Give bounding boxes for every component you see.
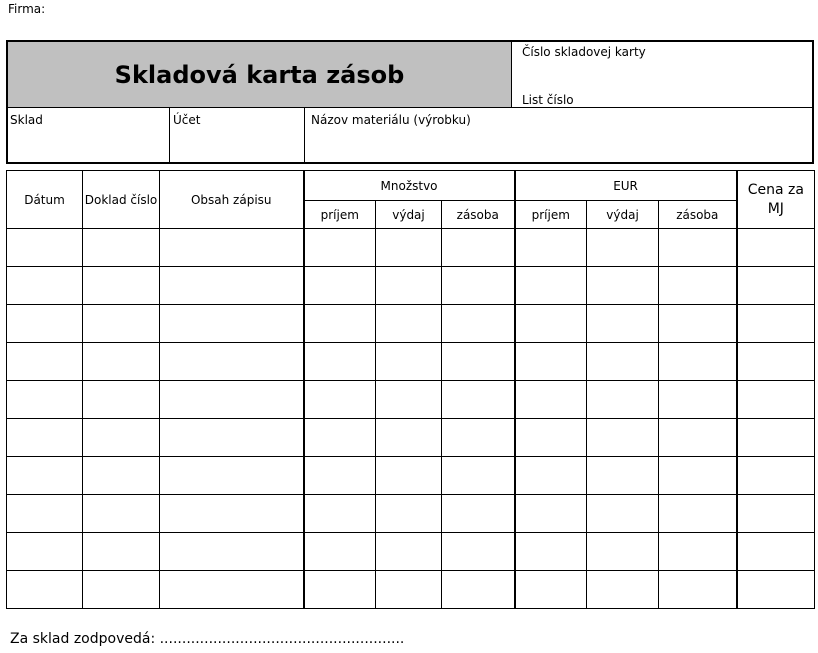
warehouse-label: Sklad xyxy=(10,113,43,127)
table-cell[interactable] xyxy=(83,267,160,305)
col-header-date: Dátum xyxy=(7,171,83,229)
table-cell[interactable] xyxy=(83,305,160,343)
sub-header-qty-issue: výdaj xyxy=(376,201,442,229)
table-cell[interactable] xyxy=(83,419,160,457)
table-row xyxy=(7,419,815,457)
table-cell[interactable] xyxy=(160,419,304,457)
table-row xyxy=(7,571,815,609)
table-cell[interactable] xyxy=(160,267,304,305)
group-header-eur: EUR xyxy=(515,171,737,201)
col-header-document: Doklad číslo xyxy=(83,171,160,229)
table-cell[interactable] xyxy=(7,533,83,571)
table-cell[interactable] xyxy=(160,495,304,533)
table-cell[interactable] xyxy=(515,305,587,343)
table-cell[interactable] xyxy=(515,419,587,457)
table-cell[interactable] xyxy=(7,305,83,343)
table-cell[interactable] xyxy=(587,267,659,305)
table-cell[interactable] xyxy=(160,305,304,343)
table-cell[interactable] xyxy=(304,457,376,495)
table-cell[interactable] xyxy=(587,495,659,533)
table-row xyxy=(7,343,815,381)
table-cell[interactable] xyxy=(515,267,587,305)
table-cell[interactable] xyxy=(659,305,737,343)
col-header-content: Obsah zápisu xyxy=(160,171,304,229)
sub-header-eur-receipt: príjem xyxy=(515,201,587,229)
table-cell[interactable] xyxy=(515,229,587,267)
table-cell[interactable] xyxy=(304,571,376,609)
table-cell[interactable] xyxy=(587,229,659,267)
table-cell[interactable] xyxy=(442,229,515,267)
table-cell[interactable] xyxy=(160,571,304,609)
table-body xyxy=(7,229,815,609)
table-cell[interactable] xyxy=(587,457,659,495)
table-row xyxy=(7,305,815,343)
table-cell[interactable] xyxy=(737,571,815,609)
table-cell[interactable] xyxy=(659,495,737,533)
col-header-unit-price: Cena za MJ xyxy=(737,171,815,229)
table-cell[interactable] xyxy=(7,267,83,305)
table-cell[interactable] xyxy=(737,495,815,533)
card-number-label: Číslo skladovej karty xyxy=(522,45,646,59)
table-cell[interactable] xyxy=(737,419,815,457)
sub-header-qty-stock: zásoba xyxy=(442,201,515,229)
table-cell[interactable] xyxy=(515,533,587,571)
warehouse-cell[interactable] xyxy=(8,108,170,164)
table-cell[interactable] xyxy=(83,495,160,533)
card-title: Skladová karta zásob xyxy=(8,42,512,108)
table-row xyxy=(7,495,815,533)
table-cell[interactable] xyxy=(83,533,160,571)
table-cell[interactable] xyxy=(587,419,659,457)
table-cell[interactable] xyxy=(376,495,442,533)
table-row xyxy=(7,533,815,571)
table-cell[interactable] xyxy=(376,229,442,267)
table-cell[interactable] xyxy=(83,343,160,381)
table-cell[interactable] xyxy=(160,533,304,571)
table-cell[interactable] xyxy=(376,343,442,381)
table-cell[interactable] xyxy=(376,571,442,609)
table-cell[interactable] xyxy=(737,457,815,495)
inventory-table xyxy=(6,170,815,609)
table-cell[interactable] xyxy=(160,457,304,495)
table-cell[interactable] xyxy=(442,495,515,533)
sub-header-qty-receipt: príjem xyxy=(304,201,376,229)
table-cell[interactable] xyxy=(160,229,304,267)
table-cell[interactable] xyxy=(304,229,376,267)
table-cell[interactable] xyxy=(659,229,737,267)
table-cell[interactable] xyxy=(304,343,376,381)
table-cell[interactable] xyxy=(515,381,587,419)
table-cell[interactable] xyxy=(442,343,515,381)
table-cell[interactable] xyxy=(442,305,515,343)
table-cell[interactable] xyxy=(737,343,815,381)
table-cell[interactable] xyxy=(160,381,304,419)
table-cell[interactable] xyxy=(587,571,659,609)
table-cell[interactable] xyxy=(304,533,376,571)
table-cell[interactable] xyxy=(659,533,737,571)
table-cell[interactable] xyxy=(376,381,442,419)
material-name-label: Názov materiálu (výrobku) xyxy=(311,113,471,127)
table-cell[interactable] xyxy=(587,305,659,343)
table-cell[interactable] xyxy=(304,381,376,419)
sub-header-eur-stock: zásoba xyxy=(659,201,737,229)
table-row xyxy=(7,381,815,419)
account-label: Účet xyxy=(173,113,201,127)
table-cell[interactable] xyxy=(442,381,515,419)
table-cell[interactable] xyxy=(304,495,376,533)
table-cell[interactable] xyxy=(83,457,160,495)
table-cell[interactable] xyxy=(376,267,442,305)
table-cell[interactable] xyxy=(304,419,376,457)
table-cell[interactable] xyxy=(7,495,83,533)
table-cell[interactable] xyxy=(659,343,737,381)
sheet-number-label: List číslo xyxy=(522,93,574,107)
table-cell[interactable] xyxy=(587,533,659,571)
table-cell[interactable] xyxy=(83,229,160,267)
table-row xyxy=(7,457,815,495)
table-cell[interactable] xyxy=(587,343,659,381)
table-cell[interactable] xyxy=(515,571,587,609)
account-cell[interactable] xyxy=(170,108,305,164)
table-cell[interactable] xyxy=(737,305,815,343)
table-cell[interactable] xyxy=(7,419,83,457)
table-cell[interactable] xyxy=(83,381,160,419)
table-row xyxy=(7,267,815,305)
table-cell[interactable] xyxy=(442,571,515,609)
table-cell[interactable] xyxy=(376,533,442,571)
table-cell[interactable] xyxy=(737,267,815,305)
card-header xyxy=(6,40,814,164)
table-cell[interactable] xyxy=(659,267,737,305)
table-cell[interactable] xyxy=(442,457,515,495)
table-cell[interactable] xyxy=(7,229,83,267)
table-cell[interactable] xyxy=(515,495,587,533)
responsible-line: Za sklad zodpovedá: ....................................................... xyxy=(10,631,405,647)
table-cell[interactable] xyxy=(659,381,737,419)
table-cell[interactable] xyxy=(7,343,83,381)
table-row xyxy=(7,229,815,267)
table-cell[interactable] xyxy=(442,533,515,571)
table-cell[interactable] xyxy=(376,457,442,495)
table-cell[interactable] xyxy=(304,267,376,305)
table-cell[interactable] xyxy=(160,343,304,381)
table-cell[interactable] xyxy=(376,419,442,457)
table-cell[interactable] xyxy=(659,457,737,495)
table-cell[interactable] xyxy=(376,305,442,343)
table-cell[interactable] xyxy=(515,343,587,381)
card-number-cell[interactable] xyxy=(512,42,814,108)
table-cell[interactable] xyxy=(442,419,515,457)
table-cell[interactable] xyxy=(737,533,815,571)
material-name-cell[interactable] xyxy=(305,108,814,164)
table-cell[interactable] xyxy=(304,305,376,343)
group-header-quantity: Množstvo xyxy=(304,171,515,201)
table-cell[interactable] xyxy=(659,419,737,457)
table-cell[interactable] xyxy=(737,381,815,419)
table-cell[interactable] xyxy=(587,381,659,419)
table-cell[interactable] xyxy=(7,457,83,495)
firma-label: Firma: xyxy=(8,2,46,16)
table-cell[interactable] xyxy=(737,229,815,267)
table-cell[interactable] xyxy=(7,571,83,609)
sub-header-eur-issue: výdaj xyxy=(587,201,659,229)
table-cell[interactable] xyxy=(515,457,587,495)
table-cell[interactable] xyxy=(442,267,515,305)
table-cell[interactable] xyxy=(659,571,737,609)
table-cell[interactable] xyxy=(83,571,160,609)
table-cell[interactable] xyxy=(7,381,83,419)
